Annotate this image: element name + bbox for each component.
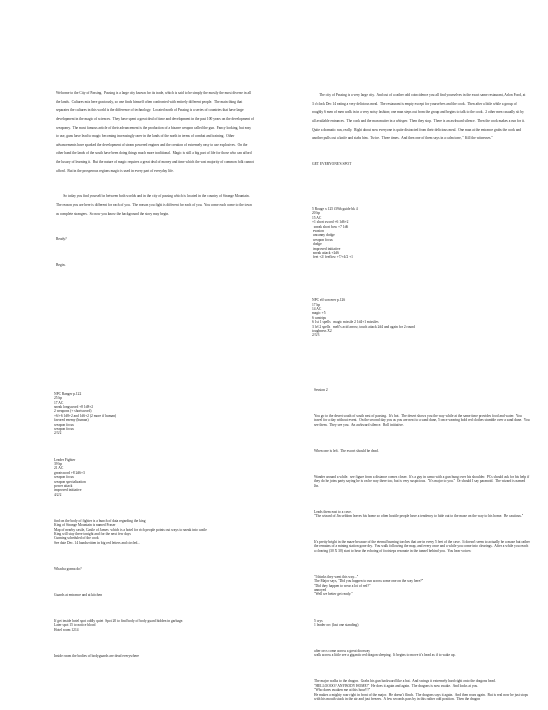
section-heading: Session 2 bbox=[314, 387, 328, 392]
paragraph: You go to the desert south of south east of passing. It's hot. The desert shows you the way while at the same time provides food and water. You travel for a day without event. On the second day you as you are next to a sand dune, 5 once wearing bold red clothes stumble over a sand dune. You see them. They see you. An awkward silence. Roll initiative. bbox=[314, 413, 531, 427]
paragraph: 5 crys 1 leader orc (last one standing) bbox=[314, 618, 359, 627]
page-3-text bbox=[54, 383, 260, 667]
paragraph: The major walks to the dragon. Grabs his gun backward like a bat. And swings it extremely hard right onto the dragons head. "HELLOOOO? ANYBODY HOME!" He does it again and again. The dragons is now awake. And looks at you. "Who dares awaken me at this hour!!!" He makes a mighty roar right in front of the major. He doesn't flinch. The dragons says it again. And then roars again. But is real now he just stops with his mouth stuck in the air and just freezes. A few seconds pass by in this rather odd position. Then the dragon bbox=[314, 679, 529, 701]
paragraph: Wander around a while. see figure from a distance comes closer. It's a guy in camo with a gun hung over his shoulder. PCs should ask for his help if they do he joins party saying he is on he way there too, but is very suspicious. "It's major to you." Or should I say paranoid. The wizard is named Jin. bbox=[314, 474, 531, 488]
stat-block: 5 Rouge x 125 f39th guide bk 4 20 hp 15 AC +1 short sword +6 1d6+2 sneak short bow +7 1d6 evasion uncanny dodge weapon focus dodge improved initiative sneak attack +2d6 feet +2/ feeflow +7/+4/2 +1 bbox=[312, 206, 358, 260]
notes: Guards at entrance and at kitchen bbox=[54, 592, 102, 597]
stat-block: Leader Fighter 39 hp 21 AC greatsword +8 2d6+3 weapon focus weapon specialization power attack improved initiative 4/2/2 bbox=[54, 457, 86, 497]
stat-block: NPC Ranger p.122 25 hp 17 AC sneak longsword +8 1d8+2 2 weapons (+ shortsword) +6/+6 1d8+2 and 1d6+2 (2 more if human) favored enemy (human) weapon focus weapon focus 2/3/2 bbox=[54, 391, 117, 436]
paragraph: The city of Passing is a very large city. And out of a rather odd coincidence you all find yourselves in the exact same restaurant, Arlon Food, at 3 o'clock Dec 14 eating a very delicious meal. The restaurant is empty except for yourselves and the cook. Then after a little while a group of roughly 6 men of men walk in in a very noisy fashion; one man steps out from the group and begins to talk to the cook. 2 other men casually sit by all available entrances. The cook and the man mutter in a whisper. Then they stop. There is an awkward silence. Then the cook makes a run for it. Quite a dramatic run, really. Right about now everyone is quite distracted from their delicious meal. One man at the entrance grabs the cook and another pulls out a knife and stabs him. Twice. Three times. And then one of them says in a calm tone, " Kill the witnesses." bbox=[312, 93, 527, 141]
paragraph: "I thinks they went this way..." The Major says, "Did you happen to run across some one on the way here?" "Did they happen to wear a lot of red?" annoyed "Well we better get ready." bbox=[314, 574, 424, 597]
document-page-2 bbox=[280, 4, 544, 344]
document-page-4 bbox=[280, 356, 544, 701]
section-heading: GET EVERYONE'S SPOT bbox=[312, 161, 352, 166]
paragraph: Ready? bbox=[56, 237, 67, 242]
notes: Whacha gonna do? bbox=[54, 566, 82, 571]
notes: If get inside hotel spot oddly quiet Spot 20 to find body of body guard hidden in garbage. Later spot 15 to notice blood Hotel room 1214 bbox=[54, 618, 184, 632]
document-page-3 bbox=[4, 356, 268, 696]
paragraph: Welcome to the City of Passing. Passing is a large city known for its trade, which is said to be simply the mostly the most diverse in all the lands. Cultures mix here graciously, so one finds himself often confronted with entirely different people. The main thing that separates the cultures in this world is the difference of technology. Located north of Passing is a series of countries that have large development in the magic of sciences. They have spent a great deal of time and development in the past 100 years on the development of weaponry. The most famous article of their advancement is the production of a bizarre weapon called the gun. Fancy looking, but easy to use, guns have lead to magic becoming increasingly rarer in the lands of the north in terms of combat and training. Other advancements have sparked the development of steam powered engines and the creation of extremely easy to use explosives. On the other hand the lands of the south have been doing things much more traditional. Magic is still a big part of life for those who can afford the luxury of learning it. But the nature of magic requires a great deal of money and time which the vast majority of common folk cannot afford. But in the prosperous regions magic is used in every part of everyday life. bbox=[56, 91, 255, 173]
page-2-text bbox=[312, 74, 526, 355]
paragraph: Begin. bbox=[56, 263, 66, 268]
paragraph: It's pretty bright in the maze because of the eternal burning torches that are in every 5 feet of the cave. It doesn't seem to actually be a maze but rather the remains of a mining station gone dry. You walk following the map, and every once and a while you come into clearings. After a while you reach a clearing (30 X 30) start to hear the echoing of footsteps resonate in the tunnel behind you. You hear voices: bbox=[314, 540, 531, 553]
paragraph: after orcs come across a great doorway walk across a little see a gigantic red dragon sleeping. It begins to move it's head as if to wake up. bbox=[314, 648, 456, 658]
paragraph: When one is left. The escort should be dead. bbox=[314, 448, 379, 453]
paragraph: So today you find yourself in between both worlds and in the city of passing which is located in the country of Strange Mountain. The reason you are here is different for each of you. The reason you fight is different for each of you. You come each come to the town as complete strangers. So now you know the background the story may begin. bbox=[56, 194, 253, 216]
notes: Inside room the bodies of bodyguards are dead everywhere bbox=[54, 653, 140, 658]
page-1-text bbox=[56, 72, 254, 287]
document-page-1 bbox=[4, 4, 268, 344]
page-4-text bbox=[314, 379, 530, 710]
paragraph: Leads them east to a cave. "The wizard of Jin seldom leaves his home so often hostile people have a tendency to hide out to the maze on the way to his home. Be cautious." bbox=[314, 509, 524, 518]
notes: find on the body of fighter is a bunch of data regarding the king King of Strange Mountain is named Fraser Map of nearby castle, Castle of James which is a hotel for rich people points out ways to sneak into castle King will stay there tonight and for the next few days Cunning scheduled of the cook See date Dec. 14 handwritten in big red letters and circled... bbox=[54, 518, 207, 545]
stat-block: NPC elf sorcerer p.126 17 hp 14 AC magic +5 6 cantrips 6 1st 1 spells magic missile 2 1d4+1 missiles 3 lvl 2 spells melf's acid arrow, touch attack 2d4 and again for 2 round toughness X2 2/3/3 bbox=[312, 298, 415, 338]
